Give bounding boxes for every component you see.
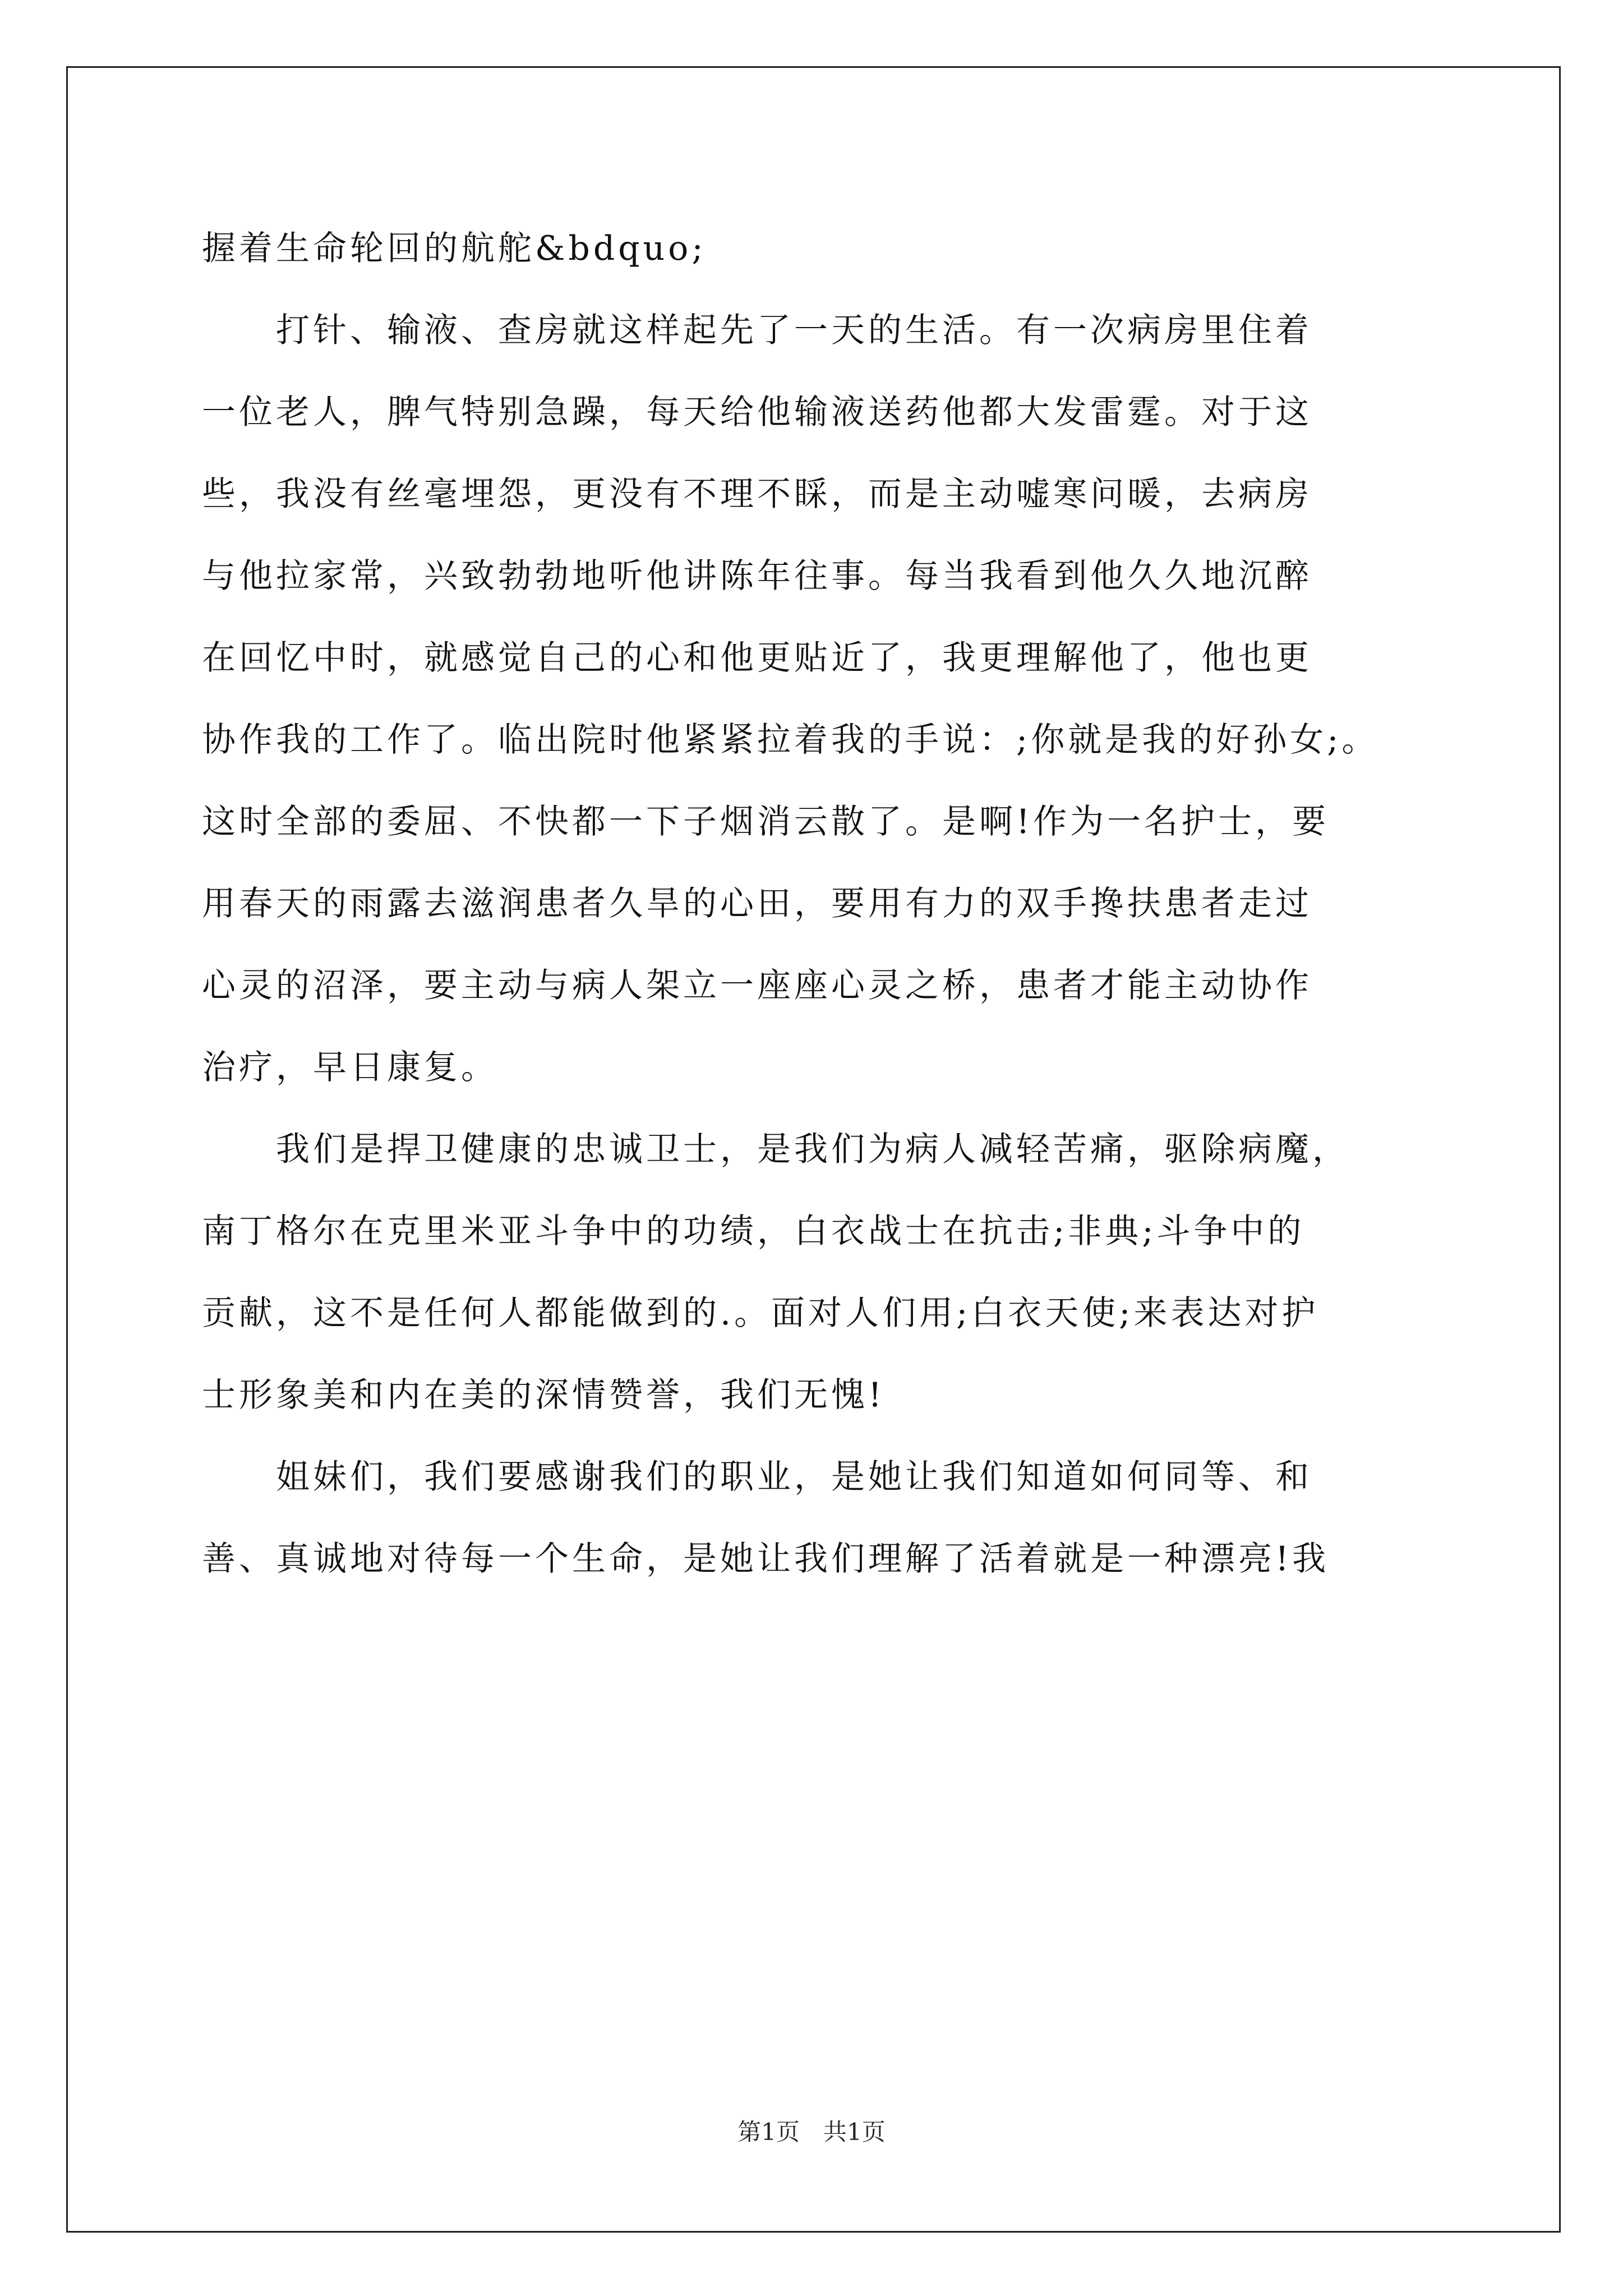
text-line: 些，我没有丝毫埋怨，更没有不理不睬，而是主动嘘寒问暖，去病房: [202, 475, 1312, 514]
text-line: 在回忆中时，就感觉自己的心和他更贴近了，我更理解他了，他也更: [202, 638, 1312, 678]
text-line: 姐妹们，我们要感谢我们的职业，是她让我们知道如何同等、和: [276, 1457, 1312, 1497]
page-number: 第1页 共1页: [737, 2118, 886, 2146]
text-line: 士形象美和内在美的深情赞誉，我们无愧!: [202, 1375, 886, 1415]
text-line: 我们是捍卫健康的忠诚卫士，是我们为病人减轻苦痛，驱除病魔，: [276, 1130, 1349, 1169]
text-line: 用春天的雨露去滋润患者久旱的心田，要用有力的双手搀扶患者走过: [202, 884, 1312, 923]
text-line: 打针、输液、查房就这样起先了一天的生活。有一次病房里住着: [276, 311, 1312, 350]
text-line: 治疗，早日康复。: [202, 1048, 498, 1087]
text-line: 心灵的沼泽，要主动与病人架立一座座心灵之桥，患者才能主动协作: [202, 966, 1312, 1005]
text-line: 握着生命轮回的航舵&bdquo;: [202, 229, 707, 268]
text-line: 善、真诚地对待每一个生命，是她让我们理解了活着就是一种漂亮!我: [202, 1539, 1330, 1579]
text-line: 南丁格尔在克里米亚斗争中的功绩，白衣战士在抗击;非典;斗争中的: [202, 1212, 1305, 1251]
document-body: [202, 208, 1436, 1600]
text-line: 协作我的工作了。临出院时他紧紧拉着我的手说：;你就是我的好孙女;。: [202, 720, 1379, 760]
text-line: 与他拉家常，兴致勃勃地听他讲陈年往事。每当我看到他久久地沉醉: [202, 556, 1312, 596]
text-line: 这时全部的委屈、不快都一下子烟消云散了。是啊!作为一名护士，要: [202, 802, 1330, 841]
text-line: 一位老人，脾气特别急躁，每天给他输液送药他都大发雷霆。对于这: [202, 393, 1312, 432]
text-line: 贡献，这不是任何人都能做到的.。面对人们用;白衣天使;来表达对护: [202, 1294, 1319, 1333]
